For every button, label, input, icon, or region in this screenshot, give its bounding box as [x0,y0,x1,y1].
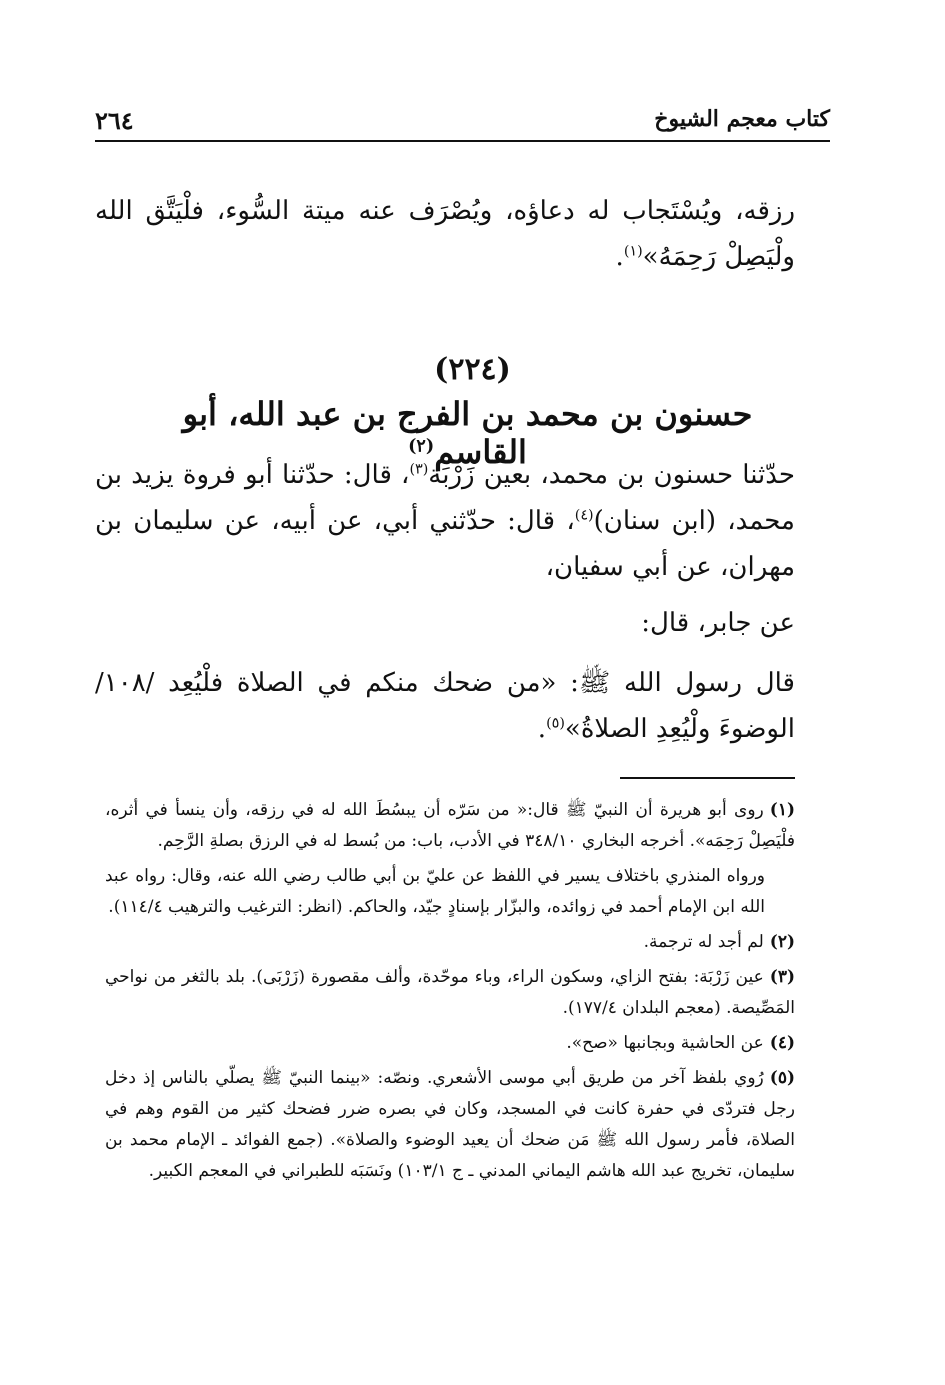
footnote-text: ورواه المنذري باختلاف يسير في اللفظ عن عليّ بن أبي طالب رضي الله عنه، وقال: رواه عبد الله ابن الإمام أحمد في زوائده، والبزّار بإسنادٍ جيّد، والحاكم. (انظر: الترغيب والترهيب ١١٤/٤). [105,866,765,917]
entry-number: (٢٢٤) [434,352,511,387]
jabir-text: عن جابر، قال: [641,608,795,638]
footnote-separator [620,777,795,779]
footnote-text: عين زَرْبَة: بفتح الزاي، وسكون الراء، وباء موحّدة، وألف مقصورة (زَرْبَى). بلد بالثغر من نواحي المَصِّيصة. (معجم البلدان ١٧٧/٤). [105,967,795,1018]
carryover-end: . [615,242,624,272]
entry-heading-text: حسنون بن محمد بن الفرج بن عبد الله، أبو القاسم [182,395,753,471]
footnote-2 [105,927,795,958]
hadith-text: قال رسول الله ﷺ: «من ضحك منكم في الصلاة فلْيُعِد /١٠٨/ الوضوءَ ولْيُعِدِ الصلاةُ» [95,668,795,744]
isnad-paragraph [95,452,795,590]
isnad-text-a: حدّثنا حسنون بن محمد، بعين زَرْبَة [428,460,795,490]
footnote-ref-3: (٣) [409,461,429,478]
footnote-ref-1: (١) [623,243,643,260]
footnote-5 [105,1063,795,1187]
hadith-paragraph [95,660,795,752]
page-number: ٢٦٤ [95,106,134,135]
footnote-number: (٥) [769,1068,795,1088]
footnote-text: عن الحاشية وبجانبها «صح». [566,1033,764,1053]
footnote-1-continuation [105,861,795,923]
carryover-text: رزقه، ويُسْتَجاب له دعاؤه، ويُصْرَف عنه ميتة السُّوء، فلْيَتَّق الله ولْيَصِلْ رَحِمَهُ» [95,196,795,272]
footnote-text: رُوي بلفظ آخر من طريق أبي موسى الأشعري. ونصّه: «بينما النبيّ ﷺ يصلّي بالناس إذ دخل رجل فتردّى في حفرة كانت في المسجد، وكان في بصره ضرر فضحك كثير من القوم وهم في الصلاة، فأمر رسول الله ﷺ مَن ضحك أن يعيد الوضوء والصلاة». (جمع الفوائد ـ الإمام محمد بن سليمان، تخريج عبد الله هاشم اليماني المدني ـ ج ١٠٣/١) ونَسَبَه للطبراني في المعجم الكبير. [105,1068,795,1181]
footnote-number: (٢) [769,932,795,952]
footnotes [105,795,795,1191]
footnote-ref-5: (٥) [546,715,565,732]
footnote-text: لم أجد له ترجمة. [643,932,764,952]
footnote-number: (٤) [769,1033,795,1053]
footnote-1 [105,795,795,857]
isnad-text-b: ، قال: حدّثنا أبو فروة يزيد بن محمد، (ابن سنان) [95,460,795,536]
hadith-end: . [537,714,547,744]
footnote-ref-2: (٢) [408,435,435,457]
running-title: كتاب معجم الشيوخ [654,106,830,132]
footnote-3 [105,962,795,1024]
carryover-paragraph [95,188,795,280]
isnad-text-c: ، قال: حدّثني أبي، عن أبيه، عن سليمان بن مهران، عن أبي سفيان، [95,506,795,582]
jabir-line [95,600,795,646]
footnote-ref-4: (٤) [574,507,594,524]
page-header [95,100,830,142]
footnote-4 [105,1028,795,1059]
footnote-text: روى أبو هريرة أن النبيّ ﷺ قال:« من سَرّه أن يبسُطَ الله له في رزقه، وأن ينسأ في أثره، فلْيَصِلْ رَحِمَه». أخرجه البخاري ٣٤٨/١٠ في الأدب، باب: من بُسط له في الرزق بصلةِ الرَّحِم. [105,800,795,851]
footnote-number: (٣) [769,967,795,987]
footnote-number: (١) [769,800,795,820]
